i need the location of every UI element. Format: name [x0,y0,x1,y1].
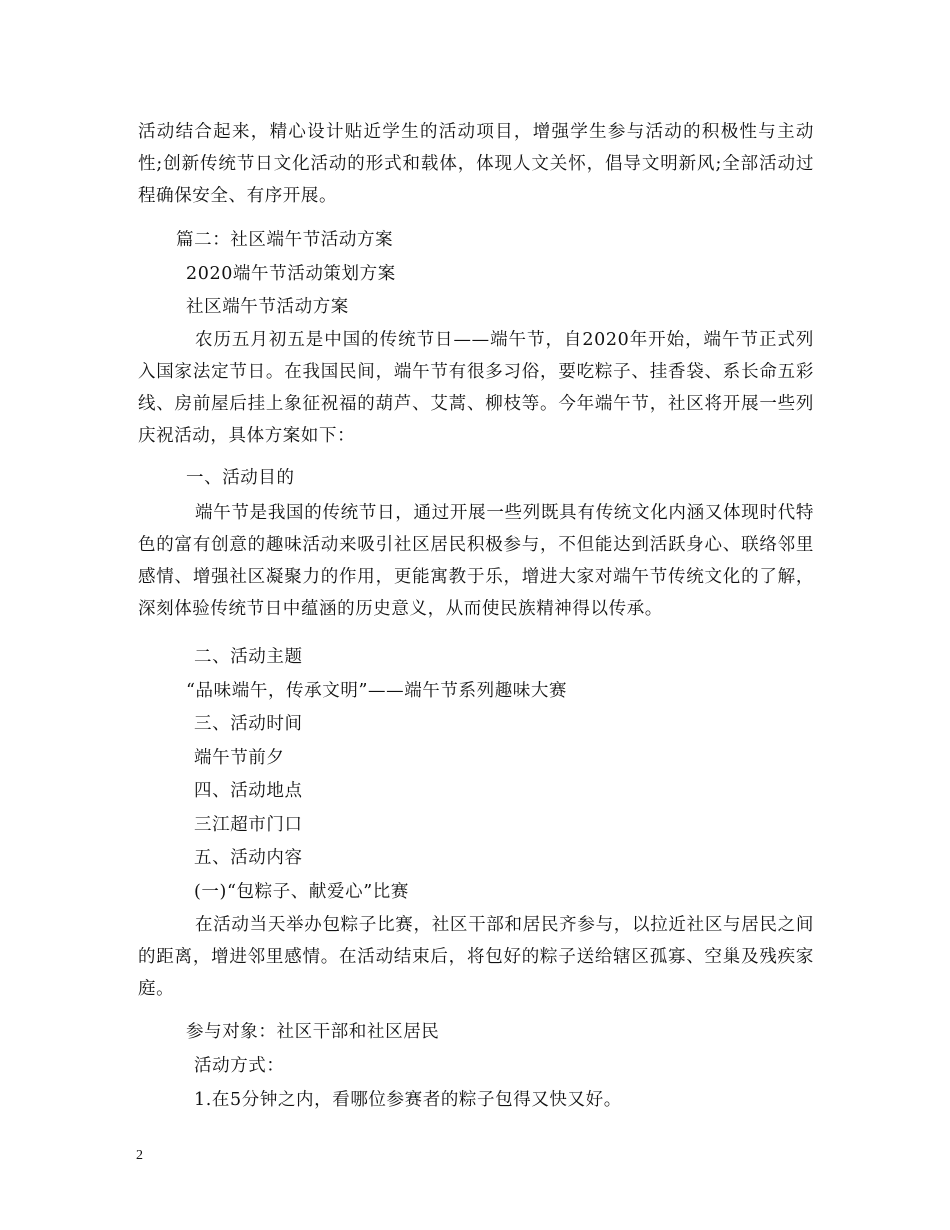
plan-subtitle: 社区端午节活动方案 [186,297,349,317]
method-item-1: 1.在5分钟之内，看哪位参赛者的粽子包得又快又好。 [194,1090,622,1110]
heading-theme: 二、活动主题 [194,647,303,667]
paragraph-intro-continued: 活动结合起来，精心设计贴近学生的活动项目，增强学生参与活动的积极性与主动性;创新传统节日文化活动的形式和载体，体现人文关怀，倡导文明新风;全部活动过程确保安全、有序开展。 [138,122,814,206]
location-value: 三江超市门口 [194,815,303,835]
heading-location: 四、活动地点 [194,781,303,801]
section-heading-pian2: 篇二：社区端午节活动方案 [176,230,394,250]
time-value: 端午节前夕 [194,748,285,768]
heading-time: 三、活动时间 [194,714,303,734]
page-number: 2 [136,1148,143,1163]
theme-value: “品味端午，传承文明”——端午节系列趣味大赛 [186,681,568,701]
paragraph-purpose: 端午节是我国的传统节日，通过开展一些列既具有传统文化内涵又体现时代特色的富有创意的趣味活动来吸引社区居民积极参与，不但能达到活跃身心、联络邻里感情、增强社区凝聚力的作用，更能寓教于乐，增进大家对端午节传统文化的了解，深刻体验传统节日中蕴涵的历史意义，从而使民族精神得以传承。 [138,503,814,619]
plan-title: 2020端午节活动策划方案 [186,264,396,284]
heading-purpose: 一、活动目的 [186,468,295,488]
paragraph-background: 农历五月初五是中国的传统节日——端午节，自2020年开始，端午节正式列入国家法定节日。在我国民间，端午节有很多习俗，要吃粽子、挂香袋、系长命五彩线、房前屋后挂上象征祝福的葫芦、艾蒿、柳枝等。今年端午节，社区将开展一些列庆祝活动，具体方案如下： [138,330,814,446]
paragraph-contest: 在活动当天举办包粽子比赛，社区干部和居民齐参与，以拉近社区与居民之间的距离，增进邻里感情。在活动结束后，将包好的粽子送给辖区孤寡、空巢及残疾家庭。 [138,915,814,999]
method-heading: 活动方式： [194,1056,285,1076]
participants-line: 参与对象：社区干部和社区居民 [186,1022,440,1042]
heading-content: 五、活动内容 [194,848,303,868]
subheading-zongzi-contest: (一)“包粽子、献爱心”比赛 [194,882,409,902]
